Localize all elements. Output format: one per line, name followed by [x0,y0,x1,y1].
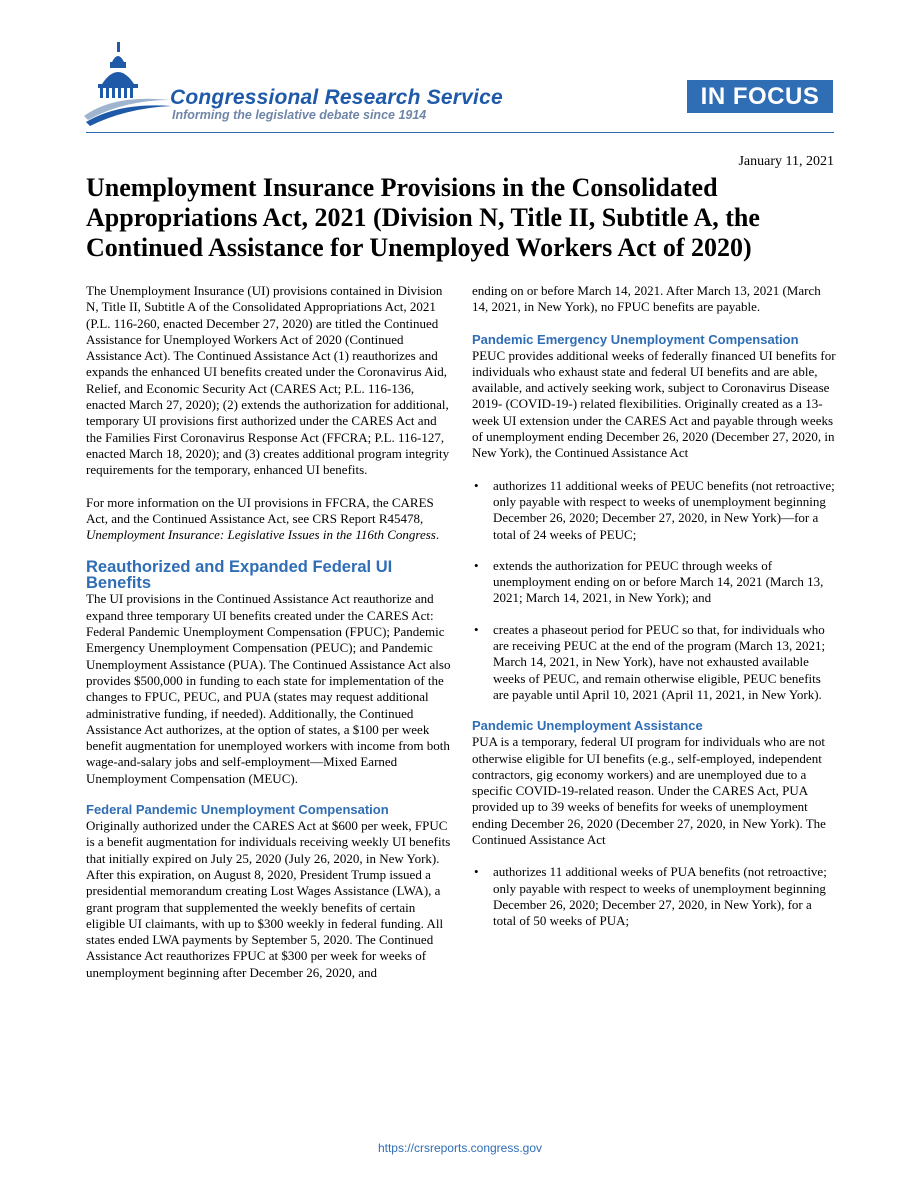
page-header [0,0,920,140]
list-item-text: authorizes 11 additional weeks of PEUC benefits (not retroactive; only payable with respect to weeks of unemployment beginning December 26, 2020; December 27, 2020, in New York)—for a total of 24 weeks of PEUC; [493,477,835,542]
capitol-dome-icon [84,40,174,130]
report-title: Unemployment Insurance: Legislative Issues in the 116th Congress [86,527,436,543]
pua-bullet-list [472,864,838,929]
list-item [472,864,838,929]
fpuc-heading: Federal Pandemic Unemployment Compensation [86,802,389,818]
intro-paragraph: The Unemployment Insurance (UI) provisions contained in Division N, Title II, Subtitle A of the Consolidated Appropriations Act, 2021 (P.L. 116-260, enacted December 27, 2020) are titled the Continued Assistance for Unemployed Workers Act of 2020 (Continued Assistance Act). The Continued Assistance Act (1) reauthorizes and expands the enhanced UI benefits created under the Coronavirus Aid, Relief, and Economic Security Act (CARES Act; P.L. 116-136, enacted March 27, 2020); (2) extends the authorization for additional, temporary UI provisions first authorized under the CARES Act and the Families First Coronavirus Response Act (FFCRA; P.L. 116-127, enacted March 18, 2020); and (3) creates additional program integrity requirements for the temporary, enhanced UI benefits. [86,283,450,478]
page-title: Unemployment Insurance Provisions in the Consolidated Appropriations Act, 2021 (Division N, Title II, Subtitle A, the Continued Assistance for Unemployed Workers Act of 2020) [86,173,760,262]
fpuc-paragraph: Originally authorized under the CARES Act at $600 per week, FPUC is a benefit augmentation for individuals receiving weekly UI benefits that initially expired on July 25, 2020 (July 26, 2020, in New York). After this expiration, on August 8, 2020, President Trump issued a presidential memorandum creating Lost Wages Assistance (LWA), a grant program that supplemented the weekly benefits of certain eligible UI claimants, with up to $300 weekly in federal funding. All states ended LWA payments by September 5, 2020. The Continued Assistance Act reauthorizes FPUC at $300 per week for weeks of unemployment beginning after December 26, 2020, and [86,818,451,980]
peuc-bullet-list [472,478,838,704]
bullet-icon: • [474,477,479,493]
bullet-icon: • [474,557,479,573]
bullet-icon: • [474,864,479,880]
list-item [472,558,838,607]
list-item [472,622,838,703]
pua-heading: Pandemic Unemployment Assistance [472,718,703,734]
header-divider [86,132,834,133]
peuc-paragraph: PEUC provides additional weeks of federally financed UI benefits for individuals who exhaust state and federal UI benefits and are able, available, and actively seeking work, subject to Coronavirus Disease 2019- (COVID-19-) related flexibilities. Originally created as a 13-week UI extension under the CARES Act and payable through weeks of unemployment ending December 26, 2020 (December 27, 2020, in New York), the Continued Assistance Act [472,347,836,461]
peuc-heading: Pandemic Emergency Unemployment Compensation [472,331,799,347]
in-focus-badge: IN FOCUS [687,80,833,113]
list-item-text: creates a phaseout period for PEUC so that, for individuals who are receiving PEUC at the end of the program (March 13, 2021; March 14, 2021, in New York), have not exhausted available weeks of PEUC, and remain otherwise eligible, PEUC benefits are payable until April 10, 2021 (April 11, 2021, in New York). [493,621,826,702]
bullet-icon: • [474,621,479,637]
list-item [472,478,838,543]
org-tagline: Informing the legislative debate since 1914 [172,108,427,122]
pua-paragraph: PUA is a temporary, federal UI program for individuals who are not otherwise eligible for UI benefits (e.g., self-employed, independent contractors, gig economy workers) and are unemployed due to a specific COVID-19-related reason. Under the CARES Act, PUA provided up to 39 weeks of benefits for weeks of unemployment ending December 26, 2020 (December 27, 2020, in New York). The Continued Assistance Act [472,734,826,848]
list-item-text: extends the authorization for PEUC through weeks of unemployment ending on or before March 14, 2021 (March 13, 2021; March 14, 2021, in New York); and [493,557,824,606]
org-name: Congressional Research Service [170,86,503,109]
right-column [472,283,838,945]
more-info-prefix: For more information on the UI provisions in FFCRA, the CARES Act, and the Continued Assistance Act, see CRS Report R45478, [86,494,434,526]
section-paragraph: The UI provisions in the Continued Assistance Act reauthorize and expand three temporary UI benefits created under the CARES Act: Federal Pandemic Unemployment Compensation (FPUC); Pandemic Emergency Unemployment Compensation (PEUC); and Pandemic Unemployment Assistance (PUA). The Continued Assistance Act also provides $500,000 in funding to each state for implementation of the changes to FPUC, PEUC, and PUA (states may request additional administrative funding, if needed). Additionally, the Continued Assistance Act authorizes, at the option of states, a $100 per week benefit augmentation for unemployed workers with income from both wage-and-salary jobs and self-employment—Mixed Earned Unemployment Compensation (MEUC). [86,591,451,786]
section-heading: Reauthorized and Expanded Federal UI Benefits [86,558,393,593]
list-item-text: authorizes 11 additional weeks of PUA benefits (not retroactive; only payable with respect to weeks of unemployment beginning December 26, 2020; December 27, 2020, in New York), for a total of 50 weeks of PUA; [493,864,827,929]
left-column [86,283,452,997]
publication-date: January 11, 2021 [738,154,834,169]
more-info-paragraph [86,495,452,544]
footer-link[interactable]: https://crsreports.congress.gov [377,1141,543,1155]
more-info-suffix: . [435,527,440,543]
fpuc-continued-paragraph: ending on or before March 14, 2021. After March 13, 2021 (March 14, 2021, in New York), no FPUC benefits are payable. [472,283,821,315]
